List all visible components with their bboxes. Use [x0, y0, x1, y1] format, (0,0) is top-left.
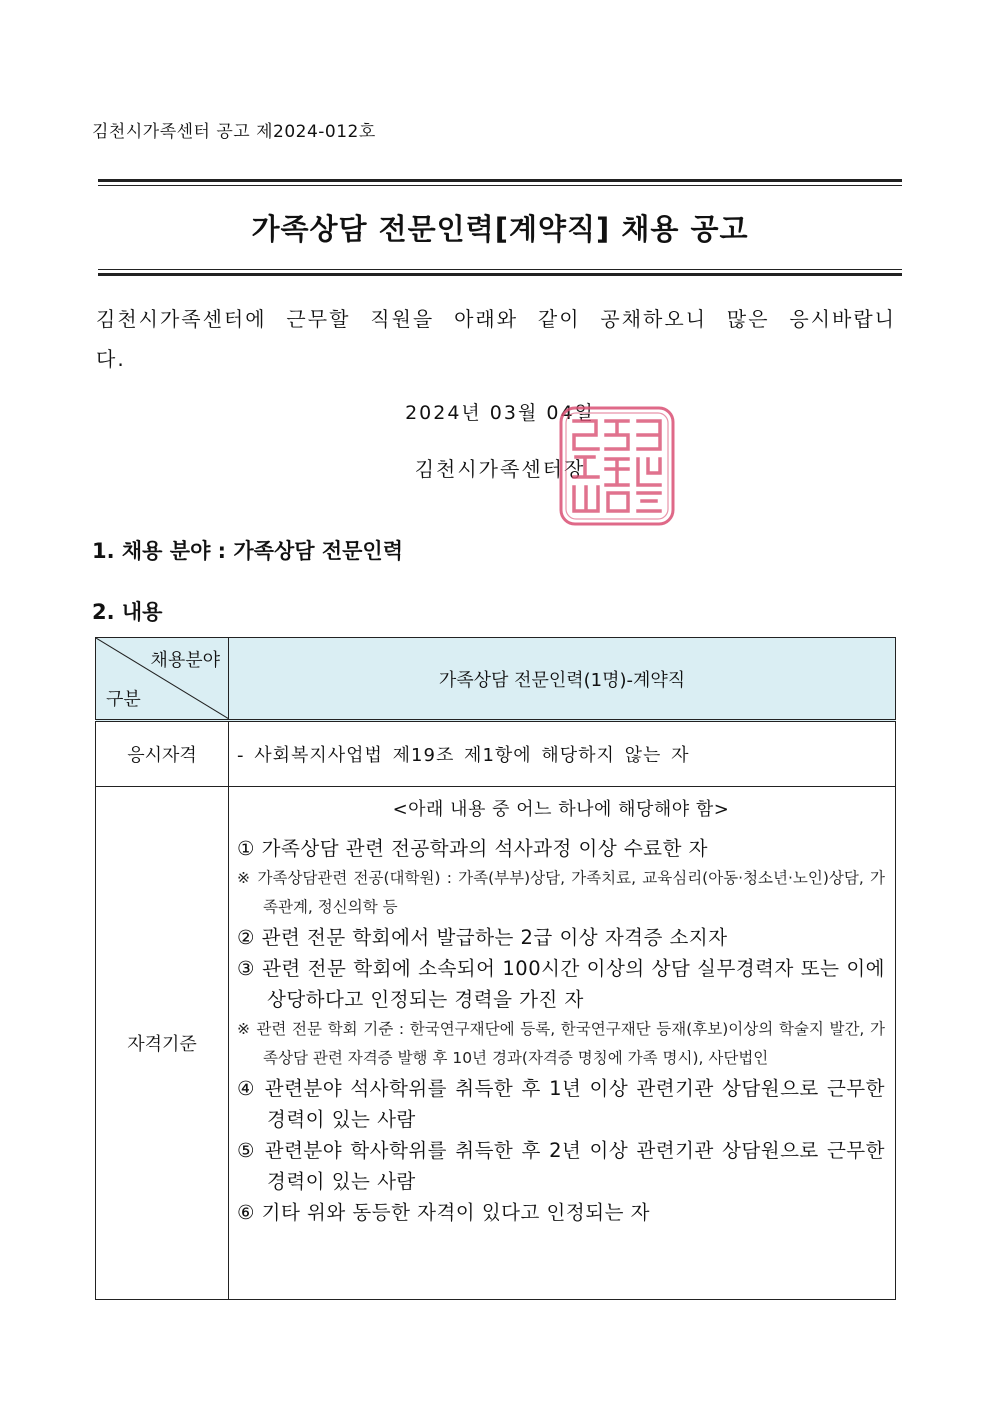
table-header-row [96, 638, 896, 721]
qualification-item: ② 관련 전문 학회에서 발급하는 2급 이상 자격증 소지자 [237, 926, 728, 949]
qualification-item: ⑥ 기타 위와 동등한 자격이 있다고 인정되는 자 [237, 1201, 650, 1224]
title-bottom-rule-thin [98, 269, 902, 270]
qualifications-cell [229, 787, 896, 1300]
qualification-note: ※ 관련 전문 학회 기준 : 한국연구재단에 등록, 한국연구재단 등재(후보)이상의 학술지 발간, 가족상담 관련 자격증 발행 후 10년 경과(자격증 명칭에 가족 명시), 사단법인 [237, 1020, 885, 1067]
corner-bottom-label: 구분 [106, 689, 141, 710]
qualification-item: ④ 관련분야 석사학위를 취득한 후 1년 이상 관련기관 상담원으로 근무한 경력이 있는 사람 [237, 1077, 885, 1131]
section-2-heading: 2. 내용 [92, 600, 163, 624]
row-label-qualifications: 자격기준 [96, 787, 229, 1300]
qualification-note: ※ 가족상담관련 전공(대학원) : 가족(부부)상담, 가족치료, 교육심리(아동·청소년·노인)상담, 가족관계, 정신의학 등 [237, 869, 885, 916]
signer-title: 김천시가족센터장 [414, 457, 586, 481]
recruitment-table [95, 637, 896, 1284]
position-header: 가족상담 전문인력(1명)-계약직 [229, 638, 896, 721]
corner-cell [96, 638, 229, 721]
intro-paragraph: 김천시가족센터에 근무할 직원을 아래와 같이 공채하오니 많은 응시바랍니다. [96, 307, 896, 371]
issue-date: 2024년 03월 04일 [405, 402, 595, 424]
title-top-rule [98, 179, 902, 182]
qualification-item: ① 가족상담 관련 전공학과의 석사과정 이상 수료한 자 [237, 837, 708, 860]
eligibility-value: - 사회복지사업법 제19조 제1항에 해당하지 않는 자 [229, 721, 896, 787]
title-top-rule-thin [98, 185, 902, 186]
title-bottom-rule [98, 273, 902, 276]
qualification-item: ③ 관련 전문 학회에 소속되어 100시간 이상의 상담 실무경력자 또는 이에 상당하다고 인정되는 경력을 가진 자 [237, 957, 885, 1011]
corner-top-label: 채용분야 [150, 650, 220, 671]
notice-number: 김천시가족센터 공고 제2024-012호 [92, 122, 376, 142]
row-label-eligibility: 응시자격 [96, 721, 229, 787]
qualifications-heading: <아래 내용 중 어느 하나에 해당해야 함> [392, 799, 730, 820]
table-row [96, 721, 896, 787]
table-row [96, 787, 896, 1300]
section-1-heading: 1. 채용 분야 : 가족상담 전문인력 [92, 539, 403, 563]
official-seal [558, 405, 676, 527]
qualification-item: ⑤ 관련분야 학사학위를 취득한 후 2년 이상 관련기관 상담원으로 근무한 경력이 있는 사람 [237, 1139, 885, 1193]
page-title: 가족상담 전문인력[계약직] 채용 공고 [251, 212, 749, 246]
